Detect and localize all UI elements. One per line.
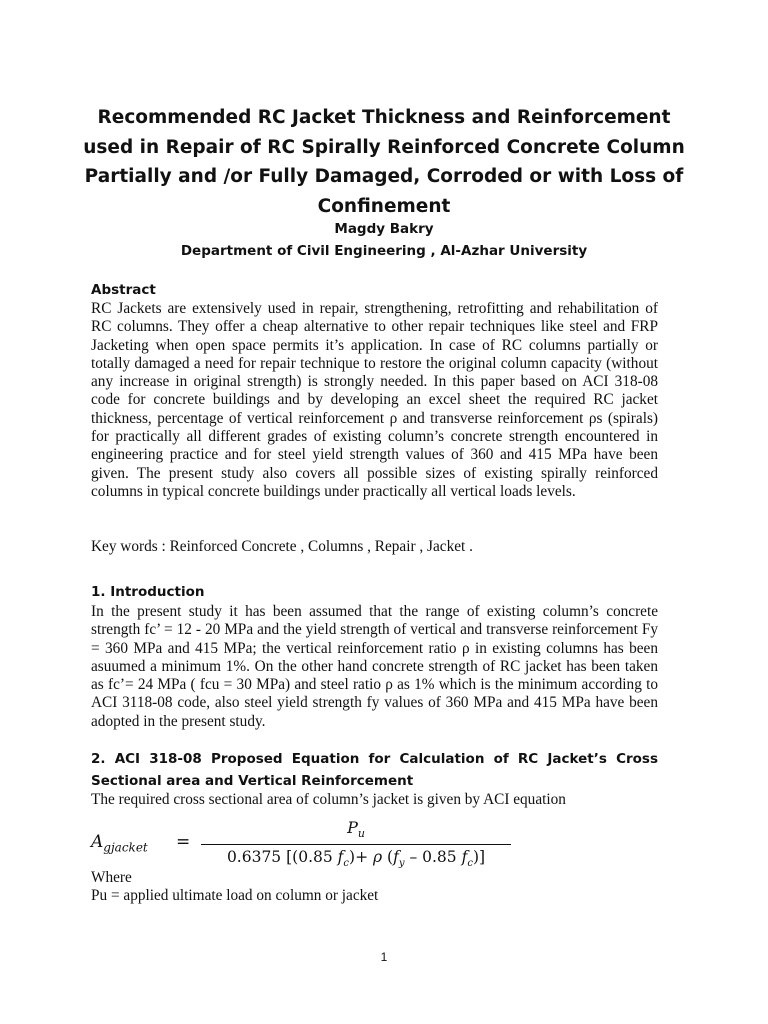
- author-affiliation: Department of Civil Engineering , Al-Azhar University: [180, 243, 588, 259]
- pu-definition: Pu = applied ultimate load on column or jacket: [91, 887, 379, 904]
- author-name: Magdy Bakry: [334, 221, 434, 237]
- section1-text: In the present study it has been assumed that the range of existing column’s concrete strength fc’ = 12 - 20 MPa and the yield strength of vertical and transverse reinforcement Fy = 360 MPa and 415 MPa; the vertical reinforcement ratio ρ in existing columns has been asuumed a minimum 1%. On the other hand concrete strength of RC jacket has been taken as fc’= 24 MPa ( fcu = 30 MPa) and steel ratio ρ as 1% which is the minimum according to ACI 3118-08 code, also steel yield strength fy values of 360 MPa and 415 MPa have been adopted in the present study.: [91, 603, 658, 730]
- abstract-heading: Abstract: [91, 282, 156, 298]
- section2-text: The required cross sectional area of column’s jacket is given by ACI equation: [91, 791, 566, 808]
- jacket-area-equation: [91, 818, 521, 876]
- abstract-text: RC Jackets are extensively used in repair, strengthening, retrofitting and rehabilitation of RC columns. They offer a cheap alternative to other repair techniques like steel and FRP Jacketing when open space permits it’s application. In case of RC columns partially or totally damaged a need for repair technique to restore the original column capacity (without any increase in original strength) is strongly needed. In this paper based on ACI 318-08 code for concrete buildings and by developing an excel sheet the required RC jacket thickness, percentage of vertical reinforcement ρ and transverse reinforcement ρs (spirals) for practically all different grades of existing column’s concrete strength encountered in engineering practice and for steel yield strength values of 360 and 415 MPa have been given. The present study also covers all possible sizes of existing spirally reinforced columns in typical concrete buildings under practically all vertical loads levels.: [91, 300, 658, 500]
- equation-denominator: 0.6375 [(0.85 $f_c)+ \rho$ ($f_y - 0.85$ $f_c$)]: [226, 848, 486, 870]
- equation-equals: =: [176, 832, 191, 852]
- page-number: 1: [380, 950, 388, 964]
- section2-heading: 2. ACI 318-08 Proposed Equation for Calculation of RC Jacket’s Cross Sectional area and Vertical Reinforcement: [91, 751, 658, 789]
- paper-title: Recommended RC Jacket Thickness and Reinforcement used in Repair of RC Spirally Reinforced Concrete Column Partially and /or Fully Damaged, Corroded or with Loss of Confinement: [83, 107, 685, 217]
- equation-lhs: $A_{gjacket}$: [91, 832, 148, 855]
- keywords: Key words : Reinforced Concrete , Columns , Repair , Jacket .: [91, 538, 473, 555]
- equation-numerator: $P_u$: [347, 818, 365, 841]
- fraction-bar: [201, 844, 511, 845]
- where-label: Where: [91, 869, 132, 886]
- section1-heading: 1. Introduction: [91, 584, 205, 600]
